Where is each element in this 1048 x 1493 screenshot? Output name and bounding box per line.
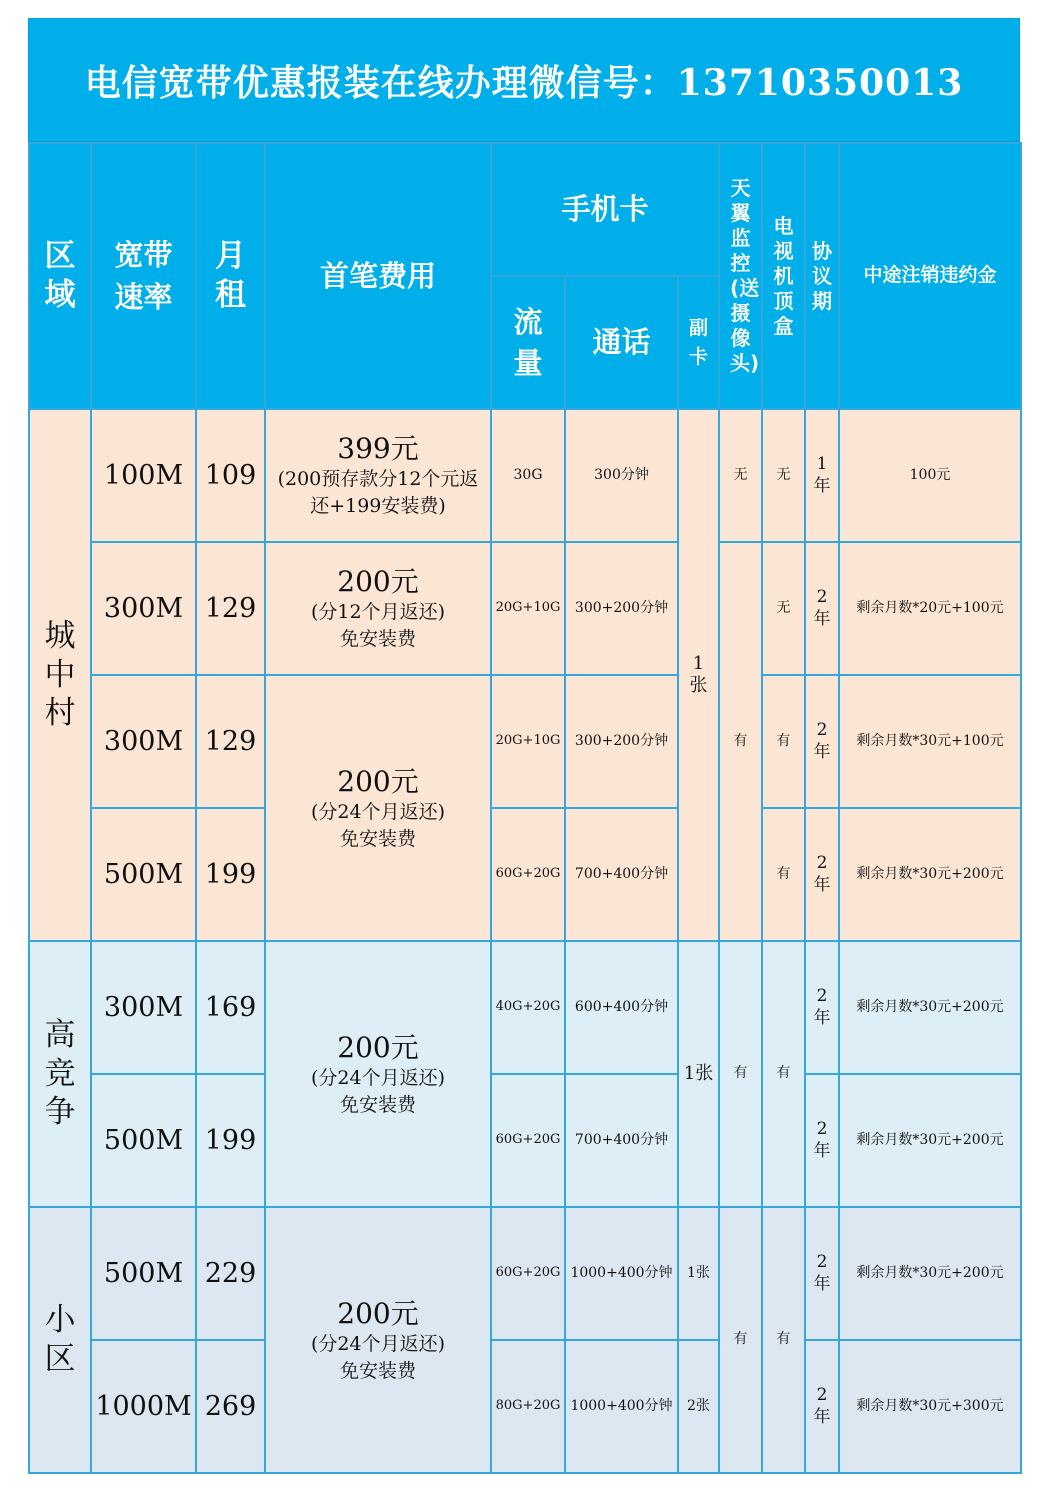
calls-cell: 300+200分钟 bbox=[565, 542, 678, 675]
header-area: 区域 bbox=[29, 143, 91, 409]
data-cell: 60G+20G bbox=[491, 1074, 565, 1207]
tv-cell: 有 bbox=[762, 1207, 805, 1473]
fee-extra: 免安装费 bbox=[339, 1093, 416, 1116]
fee-amount: 200元 bbox=[337, 764, 419, 798]
header-sub-card: 副卡 bbox=[678, 276, 719, 409]
speed-cell: 500M bbox=[91, 808, 196, 941]
speed-cell: 300M bbox=[91, 675, 196, 808]
fee-amount: 200元 bbox=[337, 565, 419, 599]
header-calls: 通话 bbox=[565, 276, 678, 409]
header-term: 协议期 bbox=[805, 143, 839, 409]
fee-extra: 免安装费 bbox=[339, 628, 416, 650]
data-cell: 30G bbox=[491, 409, 565, 542]
term-cell: 2年 bbox=[805, 941, 839, 1074]
data-cell: 40G+20G bbox=[491, 941, 565, 1074]
area-cell: 城中村 bbox=[29, 409, 91, 941]
area-cell: 小区 bbox=[29, 1207, 91, 1473]
rent-cell: 129 bbox=[196, 675, 265, 808]
header-speed: 宽带速率 bbox=[91, 143, 196, 409]
term-cell: 2年 bbox=[805, 1340, 839, 1473]
penalty-cell: 剩余月数*20元+100元 bbox=[839, 542, 1021, 675]
term-cell: 2年 bbox=[805, 1074, 839, 1207]
tv-cell: 有 bbox=[762, 941, 805, 1207]
header-rent: 月租 bbox=[196, 143, 265, 409]
header-monitor: 天翼监控(送摄像头) bbox=[719, 143, 762, 409]
data-cell: 20G+10G bbox=[491, 675, 565, 808]
speed-cell: 100M bbox=[91, 409, 196, 542]
data-cell: 60G+20G bbox=[491, 808, 565, 941]
calls-cell: 300分钟 bbox=[565, 409, 678, 542]
monitor-cell: 有 bbox=[719, 941, 762, 1207]
calls-cell: 300+200分钟 bbox=[565, 675, 678, 808]
penalty-cell: 剩余月数*30元+100元 bbox=[839, 675, 1021, 808]
fee-note: (分24个月返还) bbox=[310, 800, 445, 823]
pricing-table bbox=[28, 142, 1022, 1474]
rent-cell: 169 bbox=[196, 941, 265, 1074]
table-row bbox=[29, 808, 1021, 941]
calls-cell: 700+400分钟 bbox=[565, 1074, 678, 1207]
fee-cell bbox=[265, 675, 491, 941]
fee-amount: 200元 bbox=[337, 1296, 419, 1330]
header-data: 流量 bbox=[491, 276, 565, 409]
penalty-cell: 100元 bbox=[839, 409, 1021, 542]
fee-cell bbox=[265, 941, 491, 1207]
sub-card-cell: 2张 bbox=[678, 1340, 719, 1473]
table-row bbox=[29, 675, 1021, 808]
fee-note: (分24个月返还) bbox=[310, 1066, 445, 1089]
term-cell: 2年 bbox=[805, 808, 839, 941]
penalty-cell: 剩余月数*30元+200元 bbox=[839, 1074, 1021, 1207]
fee-cell bbox=[265, 542, 491, 675]
fee-note: (分24个月返还) bbox=[310, 1332, 445, 1355]
term-cell: 2年 bbox=[805, 1207, 839, 1340]
speed-cell: 300M bbox=[91, 542, 196, 675]
monitor-cell: 无 bbox=[719, 409, 762, 542]
table-row bbox=[29, 1340, 1021, 1473]
speed-cell: 1000M bbox=[91, 1340, 196, 1473]
data-cell: 20G+10G bbox=[491, 542, 565, 675]
table-row bbox=[29, 1207, 1021, 1340]
table-row bbox=[29, 542, 1021, 675]
rent-cell: 199 bbox=[196, 1074, 265, 1207]
fee-extra: 免安装费 bbox=[339, 827, 416, 850]
header-phone-card: 手机卡 bbox=[491, 143, 719, 276]
calls-cell: 600+400分钟 bbox=[565, 941, 678, 1074]
pricing-sheet bbox=[28, 18, 1020, 1474]
page-title: 电信宽带优惠报装在线办理微信号：13710350013 bbox=[28, 18, 1020, 142]
rent-cell: 199 bbox=[196, 808, 265, 941]
fee-amount: 399元 bbox=[337, 432, 419, 466]
header-penalty: 中途注销违约金 bbox=[839, 143, 1021, 409]
calls-cell: 700+400分钟 bbox=[565, 808, 678, 941]
fee-extra: 免安装费 bbox=[339, 1359, 416, 1382]
header-row bbox=[29, 143, 1021, 276]
speed-cell: 500M bbox=[91, 1207, 196, 1340]
penalty-cell: 剩余月数*30元+200元 bbox=[839, 941, 1021, 1074]
header-first-fee: 首笔费用 bbox=[265, 143, 491, 409]
monitor-cell: 有 bbox=[719, 1207, 762, 1473]
area-cell: 高竞争 bbox=[29, 941, 91, 1207]
fee-amount: 200元 bbox=[337, 1030, 419, 1064]
fee-cell bbox=[265, 409, 491, 542]
sub-card-cell: 1张 bbox=[678, 941, 719, 1207]
calls-cell: 1000+400分钟 bbox=[565, 1207, 678, 1340]
penalty-cell: 剩余月数*30元+200元 bbox=[839, 808, 1021, 941]
tv-cell: 有 bbox=[762, 808, 805, 941]
fee-cell bbox=[265, 1207, 491, 1473]
data-cell: 80G+20G bbox=[491, 1340, 565, 1473]
fee-note: (分12个月返还) bbox=[310, 601, 445, 624]
penalty-cell: 剩余月数*30元+300元 bbox=[839, 1340, 1021, 1473]
tv-cell: 有 bbox=[762, 675, 805, 808]
calls-cell: 1000+400分钟 bbox=[565, 1340, 678, 1473]
term-cell: 2年 bbox=[805, 675, 839, 808]
term-cell: 2年 bbox=[805, 542, 839, 675]
monitor-cell: 有 bbox=[719, 542, 762, 941]
header-tv-box: 电视机顶盒 bbox=[762, 143, 805, 409]
speed-cell: 500M bbox=[91, 1074, 196, 1207]
penalty-cell: 剩余月数*30元+200元 bbox=[839, 1207, 1021, 1340]
table-row bbox=[29, 1074, 1021, 1207]
term-cell: 1年 bbox=[805, 409, 839, 542]
speed-cell: 300M bbox=[91, 941, 196, 1074]
fee-note: (200预存款分12个元返还+199安装费) bbox=[277, 468, 479, 517]
sub-card-cell: 1张 bbox=[678, 409, 719, 941]
sub-card-cell: 1张 bbox=[678, 1207, 719, 1340]
tv-cell: 无 bbox=[762, 409, 805, 542]
rent-cell: 109 bbox=[196, 409, 265, 542]
rent-cell: 229 bbox=[196, 1207, 265, 1340]
rent-cell: 129 bbox=[196, 542, 265, 675]
rent-cell: 269 bbox=[196, 1340, 265, 1473]
table-row bbox=[29, 941, 1021, 1074]
tv-cell: 无 bbox=[762, 542, 805, 675]
data-cell: 60G+20G bbox=[491, 1207, 565, 1340]
table-row bbox=[29, 409, 1021, 542]
